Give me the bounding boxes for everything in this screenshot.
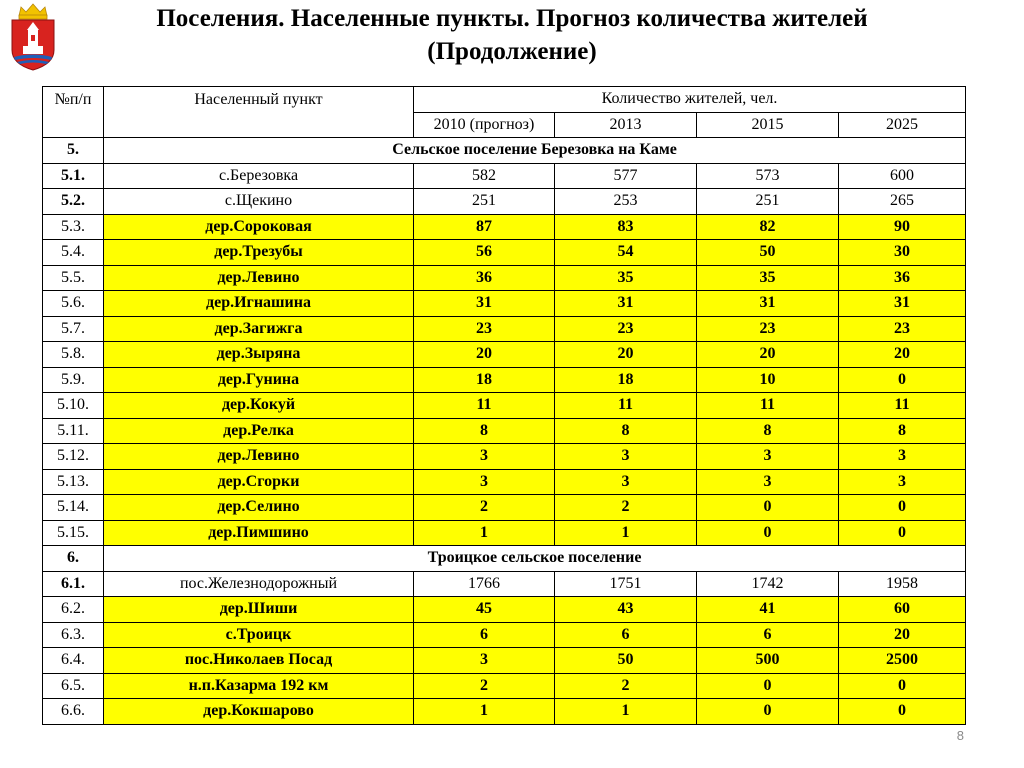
population-value: 3 — [839, 469, 966, 495]
table-row — [43, 571, 966, 597]
row-number: 5.11. — [43, 418, 104, 444]
population-value: 20 — [839, 342, 966, 368]
table-row — [43, 189, 966, 215]
settlement-name: дер.Трезубы — [104, 240, 414, 266]
population-value: 8 — [697, 418, 839, 444]
table-row — [43, 342, 966, 368]
table-row — [43, 214, 966, 240]
population-value: 87 — [414, 214, 555, 240]
population-value: 18 — [555, 367, 697, 393]
population-value: 1 — [555, 699, 697, 725]
population-value: 600 — [839, 163, 966, 189]
section-title: Сельское поселение Березовка на Каме — [104, 138, 966, 164]
population-value: 23 — [697, 316, 839, 342]
table-row — [43, 418, 966, 444]
header-year-2025: 2025 — [839, 112, 966, 138]
row-number: 5.8. — [43, 342, 104, 368]
table-row — [43, 699, 966, 725]
population-value: 82 — [697, 214, 839, 240]
population-value: 3 — [555, 469, 697, 495]
settlement-name: дер.Селино — [104, 495, 414, 521]
population-value: 35 — [555, 265, 697, 291]
settlement-name: пос.Николаев Посад — [104, 648, 414, 674]
settlement-name: дер.Сороковая — [104, 214, 414, 240]
population-value: 253 — [555, 189, 697, 215]
header-year-2013: 2013 — [555, 112, 697, 138]
table-row — [43, 265, 966, 291]
population-value: 43 — [555, 597, 697, 623]
population-value: 11 — [414, 393, 555, 419]
population-value: 11 — [839, 393, 966, 419]
population-value: 3 — [697, 469, 839, 495]
row-number: 6.5. — [43, 673, 104, 699]
population-value: 10 — [697, 367, 839, 393]
table-row — [43, 240, 966, 266]
population-value: 0 — [839, 367, 966, 393]
row-number: 6.1. — [43, 571, 104, 597]
row-number: 5.3. — [43, 214, 104, 240]
population-value: 3 — [839, 444, 966, 470]
population-value: 1 — [555, 520, 697, 546]
population-value: 251 — [697, 189, 839, 215]
table-row — [43, 520, 966, 546]
population-value: 6 — [555, 622, 697, 648]
population-value: 20 — [839, 622, 966, 648]
table-row — [43, 444, 966, 470]
population-value: 23 — [414, 316, 555, 342]
population-value: 30 — [839, 240, 966, 266]
table-row — [43, 495, 966, 521]
population-value: 20 — [414, 342, 555, 368]
population-value: 6 — [414, 622, 555, 648]
population-value: 20 — [555, 342, 697, 368]
population-value: 41 — [697, 597, 839, 623]
row-number: 6. — [43, 546, 104, 572]
population-value: 251 — [414, 189, 555, 215]
population-value: 0 — [697, 520, 839, 546]
population-value: 56 — [414, 240, 555, 266]
row-number: 5.10. — [43, 393, 104, 419]
population-value: 1766 — [414, 571, 555, 597]
population-value: 31 — [555, 291, 697, 317]
population-value: 6 — [697, 622, 839, 648]
population-value: 54 — [555, 240, 697, 266]
title-line-2: (Продолжение) — [427, 38, 597, 65]
row-number: 5.13. — [43, 469, 104, 495]
row-number: 5.14. — [43, 495, 104, 521]
settlement-name: дер.Релка — [104, 418, 414, 444]
header-population: Количество жителей, чел. — [414, 87, 966, 113]
settlement-name: дер.Кокуй — [104, 393, 414, 419]
header-settlement: Населенный пункт — [104, 87, 414, 138]
table-row — [43, 163, 966, 189]
table-row — [43, 367, 966, 393]
section-title: Троицкое сельское поселение — [104, 546, 966, 572]
header-year-2015: 2015 — [697, 112, 839, 138]
row-number: 5.7. — [43, 316, 104, 342]
population-value: 11 — [555, 393, 697, 419]
table-row — [43, 622, 966, 648]
row-number: 5.9. — [43, 367, 104, 393]
population-value: 8 — [555, 418, 697, 444]
row-number: 5. — [43, 138, 104, 164]
population-value: 3 — [414, 469, 555, 495]
row-number: 5.2. — [43, 189, 104, 215]
population-value: 500 — [697, 648, 839, 674]
settlement-name: дер.Левино — [104, 265, 414, 291]
settlement-name: с.Березовка — [104, 163, 414, 189]
population-value: 20 — [697, 342, 839, 368]
section-row — [43, 546, 966, 572]
population-value: 83 — [555, 214, 697, 240]
row-number: 6.4. — [43, 648, 104, 674]
population-value: 60 — [839, 597, 966, 623]
settlement-name: дер.Загижга — [104, 316, 414, 342]
population-value: 31 — [697, 291, 839, 317]
row-number: 5.6. — [43, 291, 104, 317]
settlement-name: дер.Зыряна — [104, 342, 414, 368]
population-value: 2 — [414, 495, 555, 521]
slide-title — [80, 2, 944, 68]
population-value: 0 — [839, 520, 966, 546]
population-value: 1742 — [697, 571, 839, 597]
table-row — [43, 469, 966, 495]
population-value: 3 — [414, 444, 555, 470]
population-value: 3 — [697, 444, 839, 470]
settlement-name: с.Троицк — [104, 622, 414, 648]
coat-of-arms-icon — [9, 2, 57, 72]
population-value: 2 — [555, 495, 697, 521]
row-number: 5.4. — [43, 240, 104, 266]
population-value: 36 — [839, 265, 966, 291]
population-value: 18 — [414, 367, 555, 393]
population-table — [42, 86, 966, 725]
population-value: 31 — [414, 291, 555, 317]
settlement-name: дер.Кокшарово — [104, 699, 414, 725]
population-value: 45 — [414, 597, 555, 623]
header-num: №п/п — [43, 87, 104, 138]
row-number: 5.1. — [43, 163, 104, 189]
row-number: 6.6. — [43, 699, 104, 725]
population-value: 573 — [697, 163, 839, 189]
table-row — [43, 393, 966, 419]
header-year-2010: 2010 (прогноз) — [414, 112, 555, 138]
population-value: 8 — [839, 418, 966, 444]
settlement-name: дер.Шиши — [104, 597, 414, 623]
population-value: 36 — [414, 265, 555, 291]
population-value: 1751 — [555, 571, 697, 597]
settlement-name: дер.Левино — [104, 444, 414, 470]
table-row — [43, 673, 966, 699]
table-header-row — [43, 87, 966, 113]
population-value: 0 — [839, 673, 966, 699]
table-row — [43, 291, 966, 317]
population-value: 0 — [697, 673, 839, 699]
population-value: 23 — [839, 316, 966, 342]
section-row — [43, 138, 966, 164]
population-value: 0 — [839, 495, 966, 521]
population-value: 2 — [555, 673, 697, 699]
table-row — [43, 597, 966, 623]
settlement-name: дер.Сгорки — [104, 469, 414, 495]
settlement-name: пос.Железнодорожный — [104, 571, 414, 597]
population-value: 11 — [697, 393, 839, 419]
row-number: 6.3. — [43, 622, 104, 648]
population-value: 1958 — [839, 571, 966, 597]
population-value: 23 — [555, 316, 697, 342]
population-value: 0 — [697, 699, 839, 725]
settlement-name: дер.Пимшино — [104, 520, 414, 546]
title-line-1: Поселения. Населенные пункты. Прогноз количества жителей — [156, 5, 868, 32]
settlement-name: дер.Гунина — [104, 367, 414, 393]
population-value: 265 — [839, 189, 966, 215]
table-row — [43, 648, 966, 674]
population-value: 31 — [839, 291, 966, 317]
population-value: 90 — [839, 214, 966, 240]
settlement-name: н.п.Казарма 192 км — [104, 673, 414, 699]
row-number: 5.15. — [43, 520, 104, 546]
population-value: 3 — [414, 648, 555, 674]
population-value: 0 — [839, 699, 966, 725]
population-value: 577 — [555, 163, 697, 189]
population-value: 50 — [555, 648, 697, 674]
row-number: 6.2. — [43, 597, 104, 623]
page-number: 8 — [956, 728, 964, 743]
row-number: 5.12. — [43, 444, 104, 470]
population-value: 2500 — [839, 648, 966, 674]
population-value: 8 — [414, 418, 555, 444]
population-value: 2 — [414, 673, 555, 699]
settlement-name: с.Щекино — [104, 189, 414, 215]
population-value: 582 — [414, 163, 555, 189]
population-value: 1 — [414, 699, 555, 725]
settlement-name: дер.Игнашина — [104, 291, 414, 317]
population-value: 3 — [555, 444, 697, 470]
table-body — [43, 138, 966, 725]
table-row — [43, 316, 966, 342]
population-value: 50 — [697, 240, 839, 266]
population-value: 0 — [697, 495, 839, 521]
row-number: 5.5. — [43, 265, 104, 291]
population-value: 35 — [697, 265, 839, 291]
population-value: 1 — [414, 520, 555, 546]
